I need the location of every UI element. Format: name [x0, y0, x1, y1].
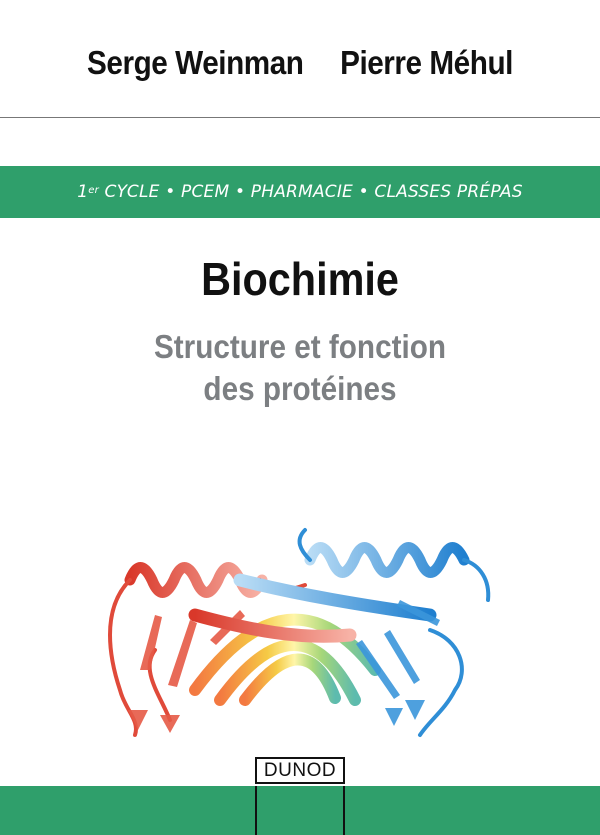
author-2: Pierre Méhul — [340, 44, 513, 81]
subtitle-line-1: Structure et fonction — [153, 328, 447, 365]
subtitle-line-2: des protéines — [203, 370, 397, 407]
book-subtitle — [30, 326, 570, 410]
book-title: Biochimie — [201, 253, 399, 305]
series-band — [0, 166, 600, 218]
series-cycle-number: 1 — [77, 182, 89, 202]
protein-ribbon-icon — [100, 520, 510, 740]
footer-notch — [255, 786, 345, 835]
publisher-logo: DUNOD — [255, 757, 345, 784]
header-divider — [0, 117, 600, 118]
author-1: Serge Weinman — [87, 44, 304, 81]
footer-band — [0, 786, 600, 835]
author-names — [30, 44, 570, 82]
series-audience: CYCLE • PCEM • PHARMACIE • CLASSES PRÉPAS — [98, 182, 523, 202]
series-cycle-sup: er — [88, 184, 99, 196]
